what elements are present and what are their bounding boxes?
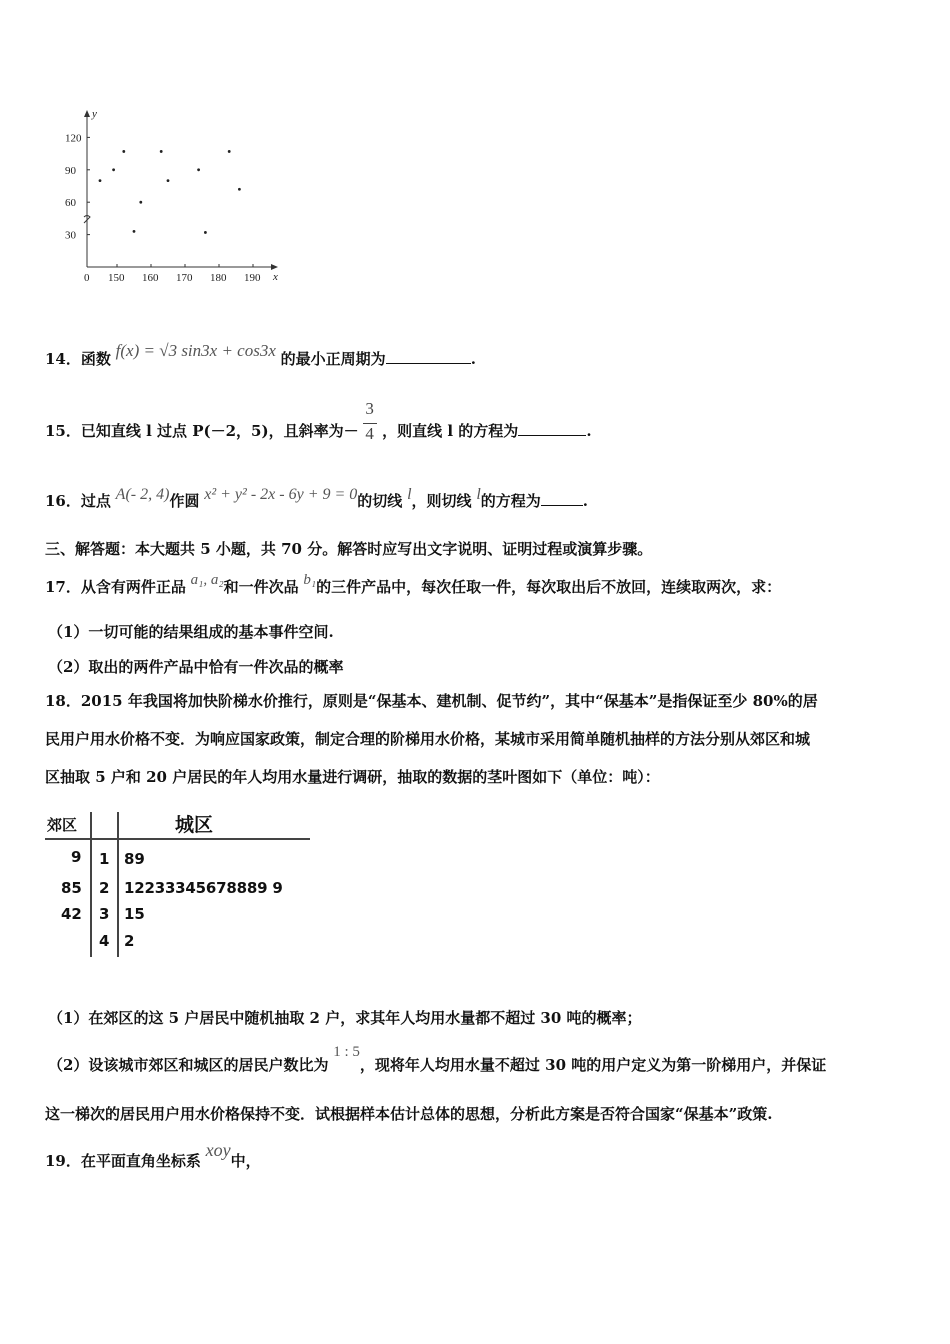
q15-frac-num: 3 [365,399,374,418]
q19-post: 中， [230,1152,261,1170]
data-point [139,201,142,204]
stem-leaf-table [45,808,310,958]
q16-mid: 作圆 [169,492,200,510]
question-15 [45,399,592,443]
x-axis-label: x [273,271,278,283]
q16-circle: x² + y² - 2x - 6y + 9 = 0 [204,486,358,503]
data-point [133,230,136,233]
q14-text: 的最小正周期为 [280,350,386,368]
q19-pre: 在平面直角坐标系 [80,1152,201,1170]
q15-number: 15． [45,422,81,440]
q17-mid: 和一件次品 [223,578,299,596]
q16-answer-blank[interactable] [541,491,583,506]
question-14 [45,341,476,369]
q18-part2-line2: 这一梯次的居民用户用水价格保持不变．试根据样本估计总体的思想，分析此方案是否符合国家“保基本”政策. [45,1105,773,1123]
data-point [204,231,207,234]
question-16 [45,486,589,511]
q16-post3: 的方程为 [480,492,541,510]
q15-text: 已知直线 l 过点 P(－2，5)，且斜率为－ [80,422,359,440]
q18-line2: 民用户用水价格不变．为响应国家政策，制定合理的阶梯用水价格，某城市采用简单随机抽样的方法分别从郊区和城 [45,730,811,748]
q18-number: 18． [45,692,81,710]
q17-pre: 从含有两件正品 [80,578,186,596]
q14-answer-blank[interactable] [386,349,471,364]
q16-l1: l [407,486,412,503]
q15-post: ，则直线 l 的方程为 [382,422,519,440]
data-point [160,150,163,153]
header-rule [45,838,310,840]
q19-system: xoy [205,1140,231,1160]
data-point [167,179,170,182]
y-axis-arrow [84,110,90,117]
row-3-stem: 3 [99,905,110,923]
data-point [238,188,241,191]
q14-end: . [470,350,476,368]
q18-line3: 区抽取 5 户和 20 户居民的年人均用水量进行调研，抽取的数据的茎叶图如下（单位：吨）： [45,768,660,786]
q18-part2-pre: （2）设该城市郊区和城区的居民户数比为 [48,1056,329,1074]
q18-part2-line1 [48,1044,827,1075]
q18-ratio: 1 : 5 [333,1044,360,1060]
q18-part2-post: ，现将年人均用水量不超过 30 吨的用户定义为第一阶梯用户，并保证 [359,1056,827,1074]
q16-end: . [582,492,589,510]
plot-ticks [65,132,261,284]
scatter-plot [55,105,290,285]
q17-part1: （1）一切可能的结果组成的基本事件空间. [48,623,334,641]
right-header: 城区 [175,814,214,836]
q15-answer-blank[interactable] [518,421,586,436]
q16-post2: ，则切线 [411,492,472,510]
q17-b-item: b₁ [303,572,317,588]
row-4-stem: 4 [99,932,110,950]
x-tick-label: 170 [176,272,193,284]
q16-pre: 过点 [80,492,111,510]
plot-points [99,150,241,234]
q16-number: 16． [45,492,81,510]
q19-number: 19． [45,1152,81,1170]
q17-number: 17． [45,578,81,596]
question-19 [45,1140,261,1171]
q18-part1: （1）在郊区的这 5 户居民中随机抽取 2 户，求其年人均用水量都不超过 30 吨的概率； [48,1009,642,1027]
row-2-leaves: 12233345678889 9 [124,879,283,897]
stem-divider-right [117,812,119,957]
row-1-stem: 1 [99,850,110,868]
q15-frac-den: 4 [365,424,374,443]
y-tick-label: 90 [65,164,76,177]
x-tick-label: 190 [244,272,261,284]
q14-formula: f(x) = √3 sin3x + cos3x [115,341,276,360]
q16-l2: l [476,486,481,503]
x-tick-label: 150 [108,272,125,284]
row-2-left: 85 [61,879,82,897]
section-3-heading: 三、解答题：本大题共 5 小题，共 70 分。解答时应写出文字说明、证明过程或演算步骤。 [45,540,653,558]
x-tick-label: 0 [84,272,90,284]
q16-post1: 的切线 [357,492,403,510]
y-axis-label: y [92,108,97,120]
question-18-line1 [45,690,818,711]
y-tick-label: 120 [65,132,82,145]
q17-post: 的三件产品中，每次任取一件，每次取出后不放回，连续取两次，求： [316,578,782,596]
y-tick-label: 60 [65,197,76,210]
x-tick-label: 180 [210,272,227,284]
left-header: 郊区 [47,816,78,834]
data-point [122,150,125,153]
plot-axes [84,108,278,283]
row-1-left: 9 [71,848,82,866]
row-3-left: 42 [61,905,82,923]
x-axis-arrow [271,264,278,270]
q15-end: . [586,422,592,440]
data-point [197,168,200,171]
stem-divider-left [90,812,92,957]
question-17 [45,572,782,597]
q18-line1: 2015 年我国将加快阶梯水价推行，原则是“保基本、建机制、促节约”，其中“保基本”是指保证至少 80%的居 [80,692,818,710]
q14-number: 14． [45,350,81,368]
q15-fraction [363,399,377,443]
q17-a-items: a₁, a₂ [190,572,224,588]
x-tick-label: 160 [142,272,159,284]
data-point [112,168,115,171]
row-2-stem: 2 [99,879,110,897]
data-point [99,179,102,182]
q17-part2: （2）取出的两件产品中恰有一件次品的概率 [48,658,344,676]
y-tick-label: 30 [65,229,76,242]
row-1-leaves: 89 [124,850,145,868]
data-point [228,150,231,153]
q16-point: A(- 2, 4) [115,486,170,503]
row-4-leaves: 2 [124,932,135,950]
row-3-leaves: 15 [124,905,145,923]
q14-prefix: 函数 [80,350,111,368]
